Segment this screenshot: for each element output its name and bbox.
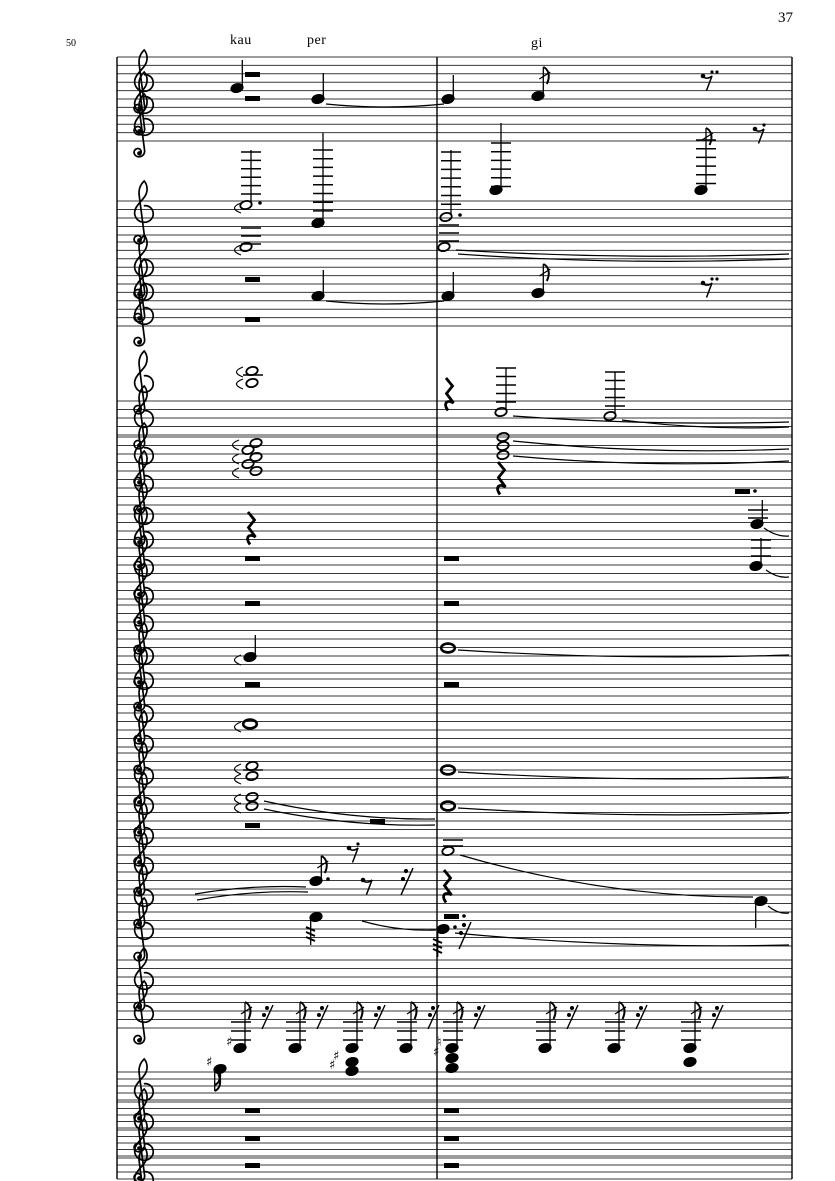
hollow-notehead	[494, 407, 507, 418]
augmentation-dot	[453, 925, 457, 929]
e8-rest-part	[356, 842, 359, 845]
filled-notehead	[683, 1043, 696, 1054]
q-rest-part	[498, 462, 506, 495]
augmentation-dot	[258, 201, 262, 205]
filled-notehead	[445, 1053, 458, 1064]
clef-ball	[137, 340, 142, 345]
hollow-notehead	[496, 450, 509, 461]
sixteenth-figure	[343, 1002, 363, 1046]
treble-clef-icon	[134, 50, 153, 113]
lyric-syllable: kau	[230, 33, 252, 48]
tie	[458, 808, 789, 815]
filled-notehead	[311, 94, 324, 105]
s16-rest-part	[401, 877, 405, 881]
s16-rest-part	[317, 1013, 321, 1017]
tie-end	[233, 468, 240, 478]
filled-notehead	[243, 652, 256, 663]
e8-rest	[701, 277, 719, 297]
whole-rest	[444, 1163, 459, 1168]
whole-rest	[444, 1108, 459, 1113]
sixteenth-figure	[231, 1002, 251, 1046]
e8-rest-part	[715, 70, 718, 73]
treble-clef-path	[134, 351, 153, 414]
measure-number: 50	[66, 38, 76, 49]
filled-notehead	[309, 876, 322, 887]
tie	[458, 772, 789, 779]
s16-rest	[374, 1005, 385, 1029]
augmentation-dot	[458, 213, 462, 217]
s16-rest-part	[320, 1006, 324, 1010]
filled-notehead	[288, 1043, 301, 1054]
treble-clef-icon	[134, 351, 153, 414]
hollow-notehead	[245, 801, 258, 812]
whole-notehead	[243, 720, 257, 729]
s16-rest-part	[474, 1013, 478, 1017]
clef-ball	[137, 1038, 142, 1043]
filled-notehead	[445, 1043, 458, 1054]
whole-rest	[245, 1108, 260, 1113]
hollow-notehead	[245, 792, 258, 803]
tie-end	[237, 379, 244, 389]
treble-clef-path	[134, 235, 153, 298]
q-rest-part	[444, 870, 452, 903]
s16-rest	[262, 1005, 273, 1029]
e8-rest	[753, 123, 766, 143]
whole-rest	[444, 601, 459, 606]
e8-rest	[347, 842, 360, 862]
filled-notehead	[694, 185, 707, 196]
whole-rest	[444, 682, 459, 687]
whole-rest	[245, 317, 260, 322]
s16-rest	[636, 1005, 647, 1029]
s16-rest	[567, 1005, 578, 1029]
e8-rest-part	[710, 277, 713, 280]
filled-notehead	[233, 1043, 246, 1054]
s16-rest	[474, 1005, 485, 1029]
e8-rest-part	[762, 123, 765, 126]
s16-rest-part	[715, 1006, 719, 1010]
whole-rest	[444, 1136, 459, 1141]
augmentation-dot	[326, 877, 330, 881]
filled-notehead	[345, 1043, 358, 1054]
whole-notehead	[441, 802, 455, 811]
s16-rest-part	[636, 1013, 640, 1017]
e8-rest-part	[710, 70, 713, 73]
s16-rest-part	[262, 1013, 266, 1017]
filled-notehead	[531, 91, 544, 102]
whole-rest	[245, 96, 260, 101]
tie	[326, 301, 444, 304]
s16-rest	[459, 922, 471, 949]
treble-clef-path	[134, 50, 153, 113]
filled-notehead	[441, 94, 454, 105]
tie	[764, 528, 789, 536]
sixteenth-figure	[536, 1002, 556, 1046]
rest-dot	[753, 489, 757, 493]
whole-rest	[444, 556, 459, 561]
clef-ball	[137, 151, 142, 156]
q-rest	[444, 870, 452, 903]
s16-rest-part	[428, 1013, 432, 1017]
whole-rest	[245, 682, 260, 687]
treble-clef-icon	[134, 235, 153, 298]
sixteenth-figure	[443, 1002, 463, 1046]
whole-rest	[444, 914, 459, 919]
s16-rest-part	[374, 1013, 378, 1017]
sharp-icon: ♯	[333, 1049, 340, 1064]
s16-rest	[317, 1005, 328, 1029]
filled-notehead	[750, 519, 763, 530]
whole-rest	[245, 823, 260, 828]
tie	[455, 933, 789, 946]
hollow-notehead	[245, 771, 258, 782]
filled-notehead	[531, 288, 544, 299]
q-rest	[446, 378, 454, 411]
hollow-notehead	[439, 212, 452, 223]
s16-rest-part	[404, 869, 408, 873]
s16-rest-part	[431, 1006, 435, 1010]
sharp-icon: ♯	[226, 1035, 233, 1050]
whole-rest	[245, 1136, 260, 1141]
whole-rest	[245, 556, 260, 561]
e8-rest-part	[715, 277, 718, 280]
s16-rest	[712, 1005, 723, 1029]
treble-clef-path	[134, 981, 153, 1044]
whole-rest	[245, 72, 260, 77]
whole-rest	[735, 489, 750, 494]
tie	[513, 416, 789, 423]
q-rest-part	[446, 378, 454, 411]
tie	[197, 892, 308, 900]
s16-rest-part	[712, 1013, 716, 1017]
sixteenth-figure	[681, 1002, 701, 1046]
tie	[460, 855, 753, 897]
treble-clef-icon	[134, 981, 153, 1044]
q-rest	[498, 462, 506, 495]
lyric-syllable: gi	[531, 36, 543, 51]
tie-end	[237, 367, 244, 377]
hollow-notehead	[603, 411, 616, 422]
lyric-syllable: per	[307, 33, 327, 48]
sharp-icon: ♯	[329, 1058, 336, 1073]
s16-rest-part	[639, 1006, 643, 1010]
whole-rest	[245, 277, 260, 282]
tie	[456, 250, 789, 256]
filled-notehead	[345, 1057, 358, 1068]
s16-rest-part	[477, 1006, 481, 1010]
filled-notehead	[683, 1057, 696, 1068]
hollow-notehead	[245, 378, 258, 389]
filled-notehead	[399, 1043, 412, 1054]
sixteenth-figure	[286, 1002, 306, 1046]
tie	[264, 809, 435, 825]
sixteenth-figure	[605, 1002, 625, 1046]
filled-notehead	[230, 83, 243, 94]
filled-notehead	[754, 896, 767, 907]
e8-rest-part	[703, 76, 712, 91]
whole-rest	[245, 1163, 260, 1168]
s16-rest-part	[265, 1006, 269, 1010]
e8-rest-part	[363, 880, 372, 895]
sharp-icon: ♯	[206, 1055, 213, 1070]
e8-rest-part	[703, 283, 712, 298]
filled-notehead	[436, 924, 449, 935]
tie	[326, 104, 444, 107]
s16-rest-part	[462, 923, 466, 927]
natural-icon: ♮	[437, 1035, 442, 1050]
rest-dot	[462, 914, 466, 918]
filled-notehead	[607, 1043, 620, 1054]
whole-rest	[245, 601, 260, 606]
s16-rest-part	[567, 1013, 571, 1017]
tie-end	[235, 764, 242, 774]
s16-rest-part	[377, 1006, 381, 1010]
filled-notehead	[345, 1066, 358, 1077]
filled-notehead	[538, 1043, 551, 1054]
page-number: 37	[778, 10, 793, 26]
sixteenth-figure	[397, 1002, 417, 1046]
sharp-icon: ♯	[433, 1045, 440, 1060]
s16-rest-part	[570, 1006, 574, 1010]
filled-notehead	[749, 561, 762, 572]
